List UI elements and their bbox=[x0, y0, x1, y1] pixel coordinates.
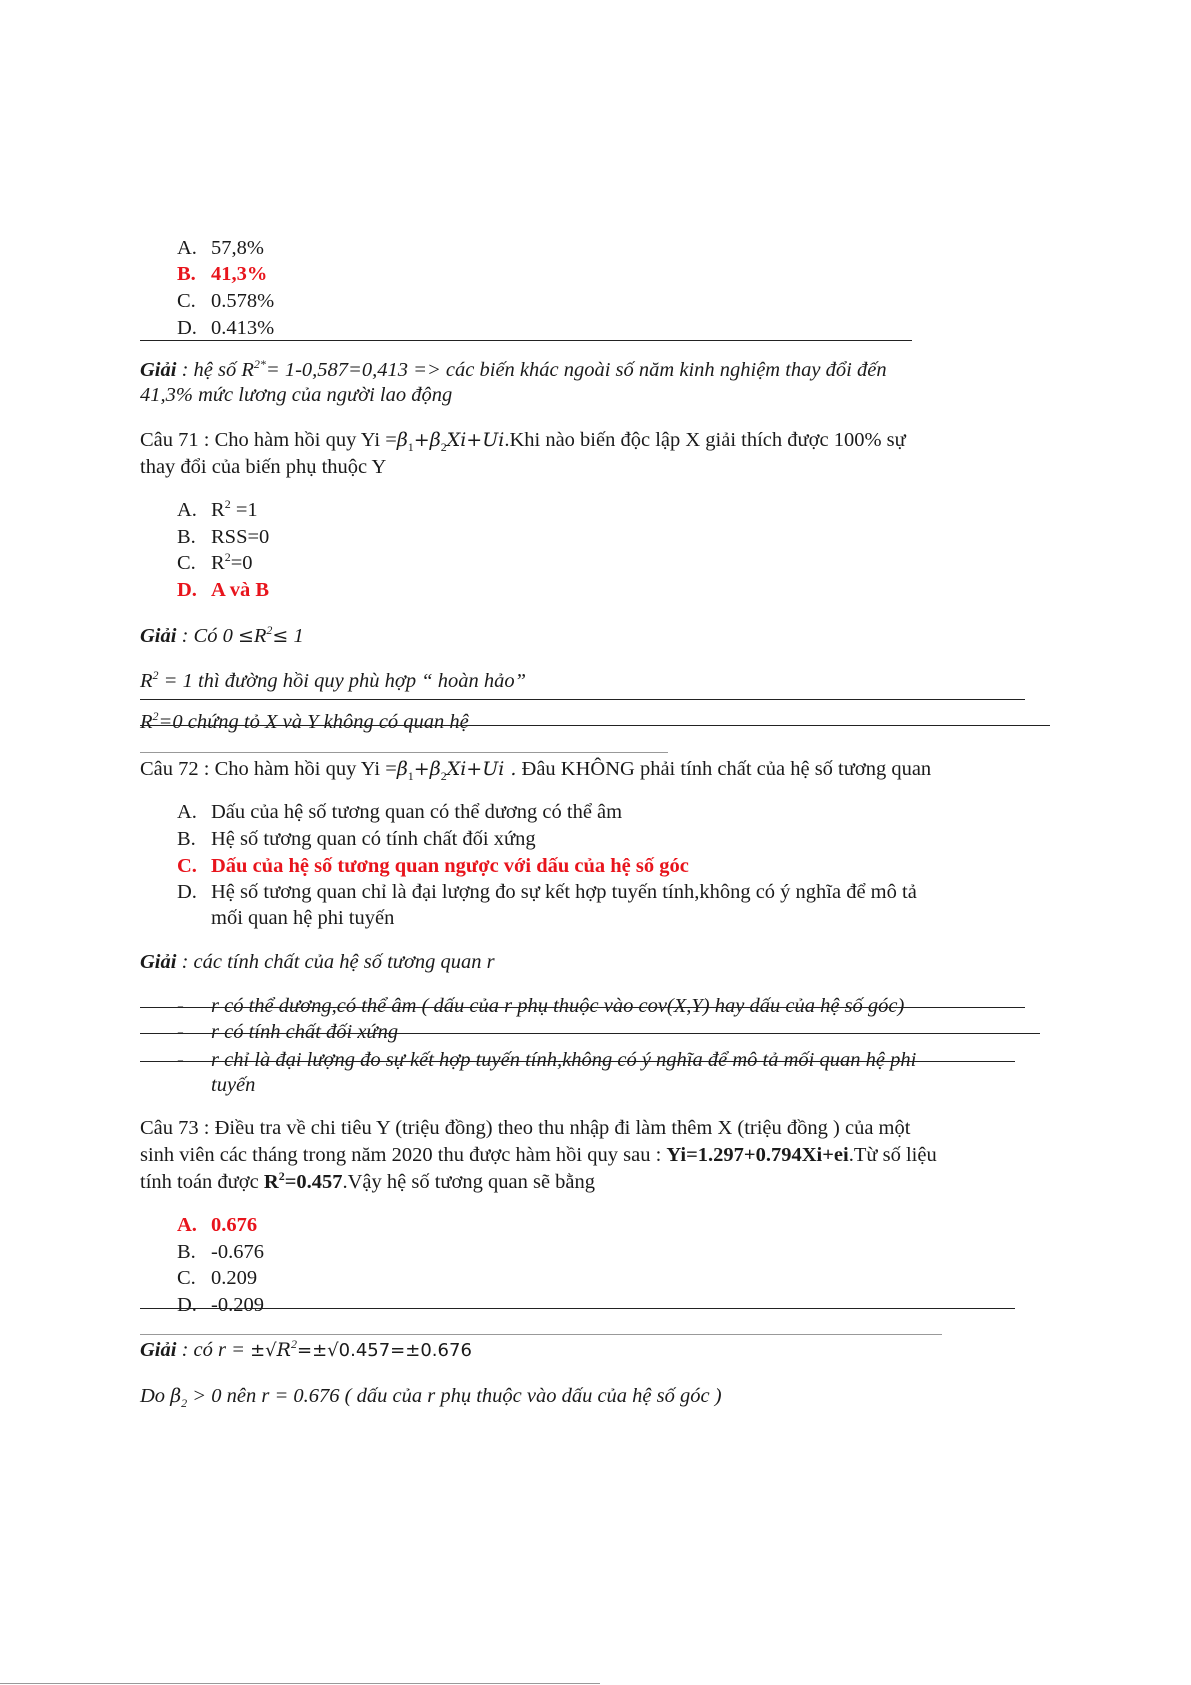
option-letter: D. bbox=[177, 317, 197, 339]
beta-symbol: β bbox=[429, 758, 441, 780]
beta-symbol: β bbox=[396, 758, 408, 780]
q72-bullet-1: - r có thể dương,có thể âm ( dấu của r phụ thuộc vào cov(X,Y) hay dấu của hệ số góc) bbox=[177, 995, 905, 1017]
q72-bullet-2: - r có tính chất đối xứng bbox=[177, 1021, 399, 1043]
q72-option-d[interactable]: D. Hệ số tương quan chỉ là đại lượng đo sự kết hợp tuyến tính,không có ý nghĩa để mô tả bbox=[177, 881, 917, 903]
option-text: 0.578% bbox=[211, 290, 275, 312]
q72-bullet-3: - r chỉ là đại lượng đo sự kết hợp tuyến tính,không có ý nghĩa để mô tả mối quan hệ phi bbox=[177, 1049, 917, 1071]
strike-line bbox=[140, 1061, 1015, 1062]
beta-symbol: β bbox=[396, 429, 408, 451]
q71-question: Câu 71 : Cho hàm hồi quy $Yi =\beta_1+\beta_2Xi+Ui.Khi$ nào biến độc lập X giải thích được 100% sự bbox=[140, 429, 906, 455]
q71-option-a[interactable]: A. $R^2 =1$ bbox=[177, 497, 258, 521]
divider bbox=[140, 752, 668, 753]
q72-bullet-3-line2: tuyến bbox=[211, 1074, 256, 1096]
q71-solution-no-relation: $R^2=0$ chứng tỏ X và Y không có quan hệ bbox=[140, 709, 469, 733]
q70-option-a[interactable] bbox=[177, 236, 264, 261]
strike-line bbox=[140, 725, 1050, 726]
q70-solution-line2: 41,3% mức lương của người lao động bbox=[140, 384, 453, 406]
divider bbox=[140, 1334, 942, 1335]
solution-label: Giải bbox=[140, 359, 177, 381]
q73-question-line1: Câu 73 : Điều tra về chi tiêu Y (triệu đồng) theo thu nhập đi làm thêm X (triệu đồng ) của một bbox=[140, 1117, 911, 1139]
q70-option-d[interactable] bbox=[177, 316, 274, 341]
q72-question: Câu 72 : Cho hàm hồi quy $Yi =\beta_1+\beta_2Xi+Ui$ . Đâu KHÔNG phải tính chất của hệ số tương quan bbox=[140, 758, 932, 784]
q71-option-d-correct[interactable]: D. A và B bbox=[177, 579, 270, 601]
q73-solution: Giải : có $r = \pm√R^2=\pm√0.457=\pm 0.676$ bbox=[140, 1337, 472, 1361]
option-letter: B. bbox=[177, 263, 196, 285]
q73-final: Do $\beta_2 > 0$ nên r = 0.676 ( dấu của r phụ thuộc vào dấu của hệ số góc ) bbox=[140, 1385, 722, 1411]
sqrt-symbol: √ bbox=[265, 1340, 277, 1361]
strike-line bbox=[140, 1007, 1025, 1008]
option-text: 0.413% bbox=[211, 317, 275, 339]
footer-divider bbox=[0, 1683, 600, 1684]
option-text: 41,3% bbox=[211, 263, 268, 285]
q72-option-a[interactable]: A. Dấu của hệ số tương quan có thể dương có thể âm bbox=[177, 801, 623, 823]
option-text: 57,8% bbox=[211, 237, 264, 259]
q72-solution: Giải : các tính chất của hệ số tương quan r bbox=[140, 951, 495, 973]
q71-solution: Giải : Có $0 \le R^2\le 1$ bbox=[140, 623, 304, 647]
q73-option-d[interactable]: D. -0.209 bbox=[177, 1294, 264, 1316]
q72-option-c-correct[interactable]: C. Dấu của hệ số tương quan ngược với dấu của hệ số góc bbox=[177, 855, 689, 877]
divider bbox=[140, 340, 912, 341]
q73-option-c[interactable]: C. 0.209 bbox=[177, 1267, 258, 1289]
q73-question-line3: tính toán được $R^2=0.457.Vậy$ hệ số tương quan sẽ bằng bbox=[140, 1169, 596, 1193]
q71-option-c[interactable]: C. $R^2=0$ bbox=[177, 550, 253, 574]
q70-option-b-correct[interactable] bbox=[177, 262, 267, 287]
q73-option-a-correct[interactable]: A. 0.676 bbox=[177, 1214, 258, 1236]
option-letter: C. bbox=[177, 290, 196, 312]
option-letter: A. bbox=[177, 237, 197, 259]
q71-question-line2: thay đổi của biến phụ thuộc Y bbox=[140, 456, 387, 478]
strike-line bbox=[140, 1033, 1040, 1034]
q73-option-b[interactable]: B. -0.676 bbox=[177, 1241, 264, 1263]
q72-option-d-line2: mối quan hệ phi tuyến bbox=[211, 907, 395, 929]
strike-line bbox=[140, 1308, 1015, 1309]
q73-question-line2: sinh viên các tháng trong năm 2020 thu được hàm hồi quy sau : Yi=1.297+0.794Xi+ei.Từ số liệu bbox=[140, 1144, 937, 1166]
q71-solution-perfect-fit: $R^2 = 1$ thì đường hồi quy phù hợp “ hoàn hảo” bbox=[140, 668, 527, 692]
q72-option-b[interactable]: B. Hệ số tương quan có tính chất đối xứng bbox=[177, 828, 536, 850]
q70-solution: Giải : hệ số $R^{2*}= 1-0,587=0,413$ => các biến khác ngoài số năm kinh nghiệm thay đổi đến bbox=[140, 357, 887, 381]
q70-option-c[interactable] bbox=[177, 289, 274, 314]
q71-option-b[interactable]: B. RSS=0 bbox=[177, 526, 270, 548]
beta-symbol: β bbox=[429, 429, 441, 451]
sqrt-symbol: √ bbox=[327, 1340, 339, 1361]
divider bbox=[140, 699, 1025, 700]
